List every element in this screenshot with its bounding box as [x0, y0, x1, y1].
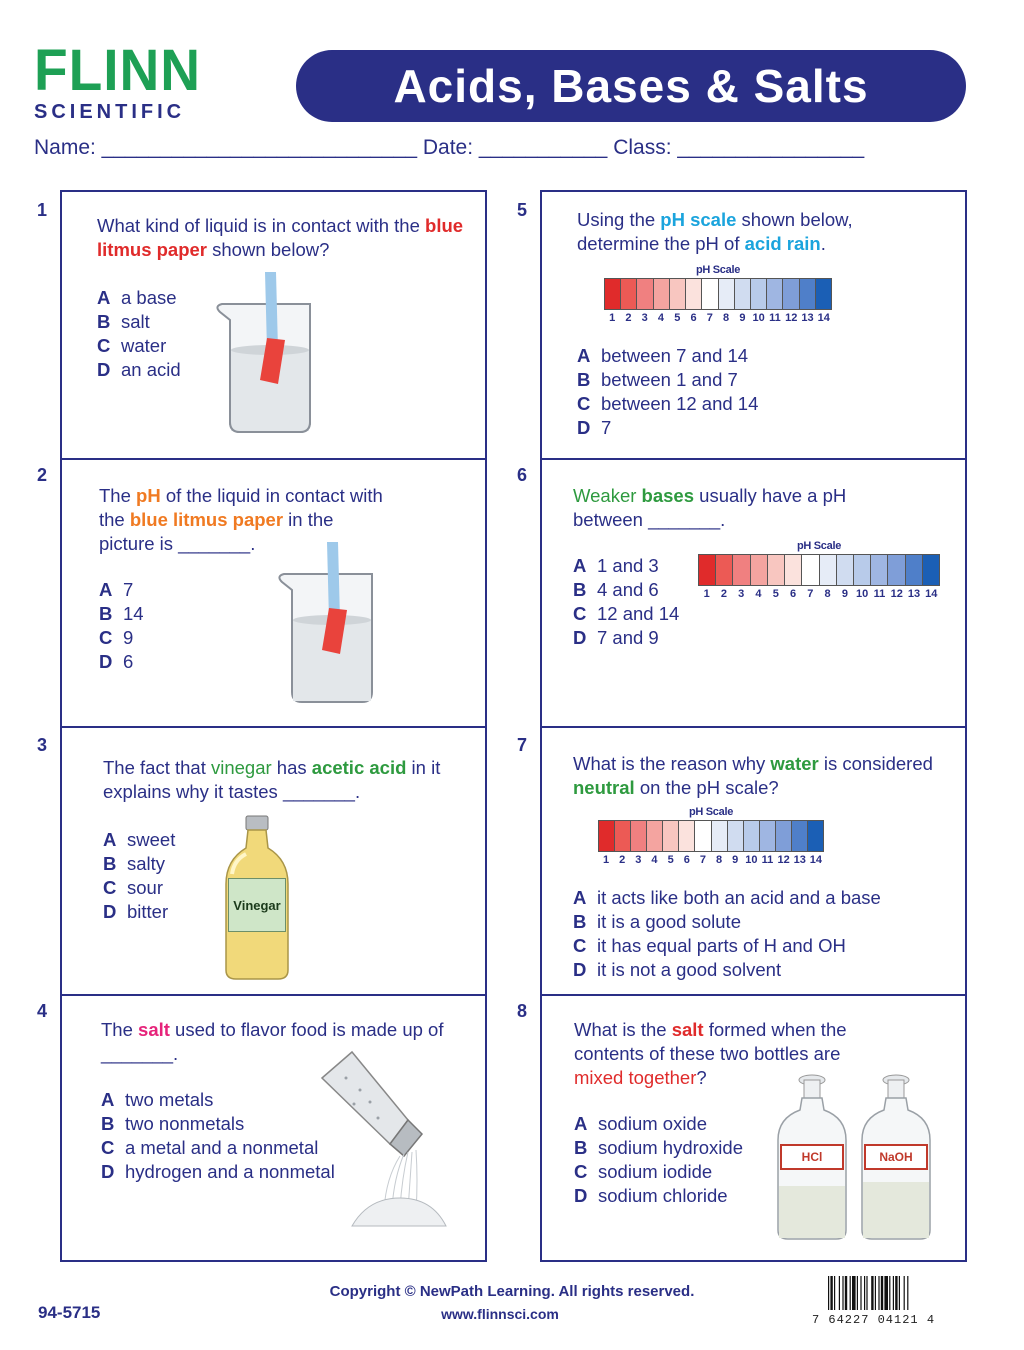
ph-scale-cell	[871, 555, 888, 585]
ph-scale-cell	[785, 555, 802, 585]
copyright-text: Copyright © NewPath Learning. All rights reserved.	[329, 1283, 695, 1300]
ph-scale-cell	[760, 821, 776, 851]
ph-scale-cell	[800, 279, 816, 309]
ph-scale-numbers	[598, 854, 824, 866]
ph-scale-number: 4	[651, 854, 658, 866]
ph-scale-number: 10	[752, 312, 765, 324]
ph-scale-cell	[663, 821, 679, 851]
vinegar-bottle	[222, 814, 292, 982]
answer-option[interactable]: C sour	[103, 877, 163, 898]
answer-option[interactable]: B between 1 and 7	[577, 369, 738, 390]
question-card-4	[60, 994, 487, 1262]
answer-list-4	[101, 1088, 335, 1184]
ph-scale-number: 11	[769, 312, 781, 324]
question-card-5	[540, 190, 967, 460]
ph-scale-numbers	[698, 588, 940, 600]
ph-scale-cell	[695, 821, 711, 851]
ph-scale-cell	[605, 279, 621, 309]
flinn-logo-wordmark: FLINN	[34, 38, 201, 103]
answer-list-2	[99, 578, 144, 674]
answer-option[interactable]: B it is a good solute	[573, 911, 741, 932]
ph-scale-cell	[792, 821, 808, 851]
question-number-7: 7	[517, 735, 528, 755]
ph-scale-cell	[637, 279, 653, 309]
ph-scale-cell	[621, 279, 637, 309]
question-number-4: 4	[37, 1001, 48, 1021]
ph-scale-number: 3	[635, 854, 642, 866]
answer-option[interactable]: D sodium chloride	[574, 1185, 728, 1206]
answer-option[interactable]: D it is not a good solvent	[573, 959, 782, 980]
ph-scale-number: 4	[657, 312, 665, 324]
vinegar-bottle-label: Vinegar	[228, 878, 286, 932]
ph-scale-title: pH Scale	[695, 264, 741, 276]
ph-scale-number: 11	[761, 854, 774, 866]
ph-scale-cell	[808, 821, 823, 851]
ph-scale-cell	[735, 279, 751, 309]
ph-scale-cell	[719, 279, 735, 309]
name-date-class-line: Name: ___________________________ Date: ___________ Class: ________________	[34, 136, 865, 159]
ph-scale-cell	[631, 821, 647, 851]
ph-scale-number: 5	[772, 588, 779, 600]
answer-option[interactable]: C 12 and 14	[573, 603, 680, 624]
ph-scale-cell	[686, 279, 702, 309]
question-card-2	[60, 458, 487, 728]
question-card-7	[540, 726, 967, 996]
ph-scale	[698, 540, 940, 604]
ph-scale-number: 11	[873, 588, 886, 600]
answer-option[interactable]: C between 12 and 14	[577, 393, 759, 414]
ph-scale-number: 9	[841, 588, 848, 600]
ph-scale-number: 10	[856, 588, 869, 600]
answer-option[interactable]: D bitter	[103, 901, 169, 922]
ph-scale-number: 8	[715, 854, 723, 866]
ph-scale-number: 14	[925, 588, 938, 600]
answer-option[interactable]: B sodium hydroxide	[574, 1137, 743, 1158]
naoh-bottle	[860, 1074, 932, 1242]
ph-scale-number: 8	[824, 588, 831, 600]
ph-scale-cell	[615, 821, 631, 851]
answer-option[interactable]: B 4 and 6	[573, 579, 659, 600]
flinn-logo-subtitle: SCIENTIFIC	[34, 101, 186, 123]
ph-scale-cell	[906, 555, 923, 585]
ph-scale-cell	[802, 555, 819, 585]
ph-scale-number: 2	[625, 312, 632, 324]
ph-scale-number: 8	[723, 312, 730, 324]
answer-option[interactable]: C sodium iodide	[574, 1161, 713, 1182]
answer-option[interactable]: D hydrogen and a nonmetal	[101, 1161, 335, 1182]
answer-option[interactable]: C 9	[99, 627, 134, 648]
answer-option[interactable]: D 7 and 9	[573, 627, 659, 648]
answer-option[interactable]: B two nonmetals	[101, 1113, 245, 1134]
ph-scale-cell	[768, 555, 785, 585]
salt-shaker-icon	[312, 1048, 452, 1238]
answer-option[interactable]: A 1 and 3	[573, 555, 659, 576]
ph-scale-number: 5	[667, 854, 674, 866]
ph-scale-cell	[670, 279, 686, 309]
question-number-8: 8	[517, 1001, 528, 1021]
ph-scale-number: 13	[793, 854, 806, 866]
ph-scale-number: 10	[745, 854, 758, 866]
ph-scale-number: 7	[706, 312, 713, 324]
ph-scale-number: 13	[801, 312, 814, 324]
question-number-3: 3	[37, 735, 48, 755]
ph-scale-cell	[712, 821, 728, 851]
ph-scale-number: 2	[619, 854, 626, 866]
question-number-2: 2	[37, 465, 48, 485]
answer-list-3	[103, 828, 175, 924]
ph-scale-number: 14	[817, 312, 830, 324]
ph-scale-number: 3	[641, 312, 648, 324]
ph-scale	[604, 264, 832, 328]
naoh-bottle-label: NaOH	[864, 1144, 928, 1170]
ph-scale-number: 7	[807, 588, 814, 600]
ph-scale-number: 1	[603, 854, 610, 866]
ph-scale-number: 6	[683, 854, 690, 866]
ph-scale-cell	[599, 821, 615, 851]
answer-option[interactable]: B salty	[103, 853, 166, 874]
question-number-5: 5	[517, 200, 528, 220]
question-number-1: 1	[37, 200, 48, 220]
question-card-6	[540, 458, 967, 728]
ph-scale-cell	[923, 555, 939, 585]
ph-scale-bar	[604, 278, 832, 310]
ph-scale-cell	[733, 555, 750, 585]
ph-scale-number: 2	[720, 588, 727, 600]
ph-scale-cell	[820, 555, 837, 585]
answer-option[interactable]: A it acts like both an acid and a base	[573, 887, 881, 908]
answer-list-7	[573, 886, 881, 982]
ph-scale-number: 13	[907, 588, 921, 600]
question-card-3	[60, 726, 487, 996]
answer-option[interactable]: A 7	[99, 579, 134, 600]
ph-scale-title: pH Scale	[688, 806, 734, 818]
answer-option[interactable]: C a metal and a nonmetal	[101, 1137, 319, 1158]
answer-option[interactable]: A between 7 and 14	[577, 345, 749, 366]
ph-scale-number: 6	[690, 312, 697, 324]
hcl-bottle	[776, 1074, 848, 1242]
ph-scale-cell	[699, 555, 716, 585]
question-text-6: Weaker bases usually have a pH between _______.	[573, 485, 847, 530]
ph-scale-cell	[776, 821, 792, 851]
ph-scale-number: 12	[777, 854, 790, 866]
worksheet-title: Acids, Bases & Salts	[393, 60, 869, 112]
ph-scale-number: 3	[738, 588, 745, 600]
website-link[interactable]: www.flinnsci.com	[441, 1306, 559, 1322]
ph-scale-numbers	[604, 312, 832, 324]
worksheet-title-banner	[296, 50, 966, 122]
barcode-number: 7 64227 04121 4	[812, 1313, 936, 1327]
question-text-8: What is the salt formed when the contents of these two bottles are mixed together?	[574, 1019, 847, 1088]
answer-list-6	[573, 554, 679, 650]
ph-scale-bar	[598, 820, 824, 852]
question-text-1: What kind of liquid is in contact with the blue litmus paper shown below?	[97, 215, 464, 260]
ph-scale-number: 1	[609, 312, 616, 324]
ph-scale-title: pH Scale	[796, 540, 842, 552]
answer-option[interactable]: C water	[97, 335, 167, 356]
answer-option[interactable]: B 14	[99, 603, 144, 624]
hcl-bottle-label: HCl	[780, 1144, 844, 1170]
answer-option[interactable]: D 6	[99, 651, 134, 672]
ph-scale	[598, 806, 824, 870]
question-number-6: 6	[517, 465, 528, 485]
ph-scale-number: 12	[785, 312, 798, 324]
question-text-7: What is the reason why water is considered neutral on the pH scale?	[573, 753, 933, 798]
question-text-3: The fact that vinegar has acetic acid in it explains why it tastes _______.	[103, 757, 441, 802]
product-code: 94-5715	[38, 1303, 101, 1322]
ph-scale-bar	[698, 554, 940, 586]
ph-scale-number: 4	[755, 588, 762, 600]
answer-option[interactable]: A a base	[97, 287, 177, 308]
ph-scale-cell	[888, 555, 905, 585]
ph-scale-cell	[679, 821, 695, 851]
answer-list-5	[577, 344, 758, 440]
ph-scale-cell	[751, 555, 768, 585]
ph-scale-cell	[816, 279, 831, 309]
question-card-1	[60, 190, 487, 460]
ph-scale-number: 7	[699, 854, 706, 866]
ph-scale-number: 5	[674, 312, 681, 324]
answer-option[interactable]: A sodium oxide	[574, 1113, 708, 1134]
ph-scale-number: 6	[789, 588, 797, 600]
ph-scale-cell	[854, 555, 871, 585]
beaker-litmus-icon	[272, 542, 392, 712]
answer-option[interactable]: D an acid	[97, 359, 181, 380]
answer-option[interactable]: A two metals	[101, 1089, 214, 1110]
ph-scale-number: 9	[732, 854, 739, 866]
ph-scale-cell	[744, 821, 760, 851]
ph-scale-number: 12	[890, 588, 903, 600]
barcode-icon	[826, 1276, 962, 1312]
answer-option[interactable]: C it has equal parts of H and OH	[573, 935, 846, 956]
ph-scale-number: 1	[703, 588, 710, 600]
ph-scale-cell	[837, 555, 854, 585]
answer-list-8	[574, 1112, 743, 1208]
question-text-2: The pH of the liquid in contact with the blue litmus paper in the picture is _______.	[99, 485, 383, 554]
ph-scale-cell	[647, 821, 663, 851]
ph-scale-cell	[751, 279, 767, 309]
ph-scale-cell	[702, 279, 718, 309]
beaker-litmus-icon	[210, 272, 330, 442]
answer-option[interactable]: B salt	[97, 311, 150, 332]
question-text-4: The salt used to flavor food is made up of _______.	[101, 1019, 444, 1064]
question-text-5: Using the pH scale shown below, determine the pH of acid rain.	[577, 209, 853, 254]
ph-scale-cell	[654, 279, 670, 309]
ph-scale-cell	[767, 279, 783, 309]
question-card-8	[540, 994, 967, 1262]
ph-scale-cell	[716, 555, 733, 585]
answer-list-1	[97, 286, 181, 382]
answer-option[interactable]: D 7	[577, 417, 612, 438]
ph-scale-number: 14	[809, 854, 823, 866]
ph-scale-cell	[728, 821, 744, 851]
ph-scale-cell	[783, 279, 799, 309]
ph-scale-number: 9	[739, 312, 746, 324]
answer-option[interactable]: A sweet	[103, 829, 176, 850]
